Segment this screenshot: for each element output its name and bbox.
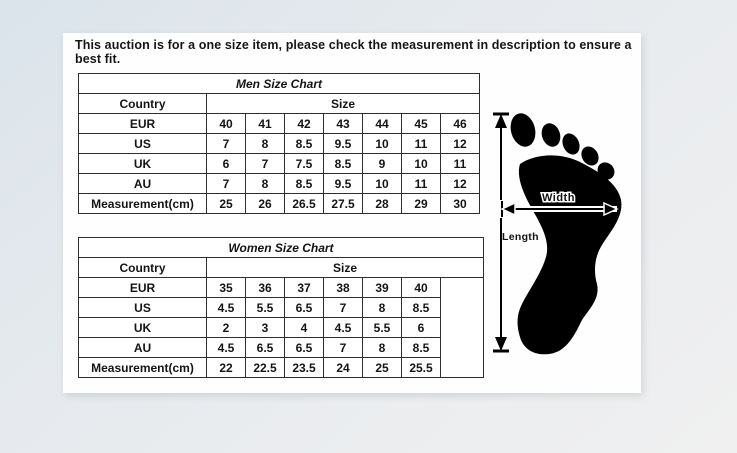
table-row	[79, 318, 484, 338]
table-cell: 9.5	[324, 134, 363, 154]
row-label: EUR	[79, 278, 207, 298]
table-title-row	[79, 238, 484, 258]
table-cell: 26	[246, 194, 285, 214]
table-row	[79, 174, 480, 194]
table-row	[79, 114, 480, 134]
table-row	[79, 134, 480, 154]
table-cell: 26.5	[285, 194, 324, 214]
table-cell: 3	[246, 318, 285, 338]
table-cell: 5.5	[246, 298, 285, 318]
table-cell: 42	[285, 114, 324, 134]
row-label: Measurement(cm)	[79, 358, 207, 378]
table-cell: 39	[363, 278, 402, 298]
table-row	[79, 298, 484, 318]
table-cell: 8	[363, 298, 402, 318]
table-cell: 6.5	[285, 338, 324, 358]
row-label: US	[79, 298, 207, 318]
table-row	[79, 338, 484, 358]
table-cell: 27.5	[324, 194, 363, 214]
table-row	[79, 194, 480, 214]
table-cell: 7	[246, 154, 285, 174]
table-row	[79, 278, 484, 298]
empty-cell	[441, 278, 484, 378]
table-cell: 41	[246, 114, 285, 134]
table-cell: 29	[402, 194, 441, 214]
table-cell: 8.5	[285, 174, 324, 194]
table-cell: 8.5	[402, 338, 441, 358]
row-label: UK	[79, 318, 207, 338]
table-cell: 25.5	[402, 358, 441, 378]
table-cell: 40	[402, 278, 441, 298]
table-cell: 10	[363, 134, 402, 154]
table-cell: 7	[207, 134, 246, 154]
table-cell: 23.5	[285, 358, 324, 378]
table-cell: 8	[246, 174, 285, 194]
table-cell: 10	[402, 154, 441, 174]
table-header-row	[79, 258, 484, 278]
table-header-row	[79, 94, 480, 114]
foot-measurement-diagram	[487, 102, 649, 374]
table-cell: 46	[441, 114, 480, 134]
table-cell: 8.5	[324, 154, 363, 174]
table-cell: 4.5	[207, 338, 246, 358]
auction-notice-text: This auction is for a one size item, please check the measurement in description to ensure a best fit.	[75, 38, 632, 66]
table-cell: 35	[207, 278, 246, 298]
table-title-row	[79, 74, 480, 94]
table-cell: 40	[207, 114, 246, 134]
men-size-chart-table	[78, 73, 480, 214]
table-cell: 24	[324, 358, 363, 378]
table-cell: 25	[363, 358, 402, 378]
width-label: Width	[542, 192, 575, 204]
table-cell: 9.5	[324, 174, 363, 194]
table-cell: 12	[441, 174, 480, 194]
table-cell: 7	[324, 338, 363, 358]
men-chart-title: Men Size Chart	[79, 74, 480, 94]
table-cell: 6.5	[246, 338, 285, 358]
listing-image-panel	[63, 33, 641, 393]
table-cell: 25	[207, 194, 246, 214]
table-cell: 6	[207, 154, 246, 174]
table-cell: 37	[285, 278, 324, 298]
length-label: Length	[502, 231, 539, 243]
table-cell: 5.5	[363, 318, 402, 338]
table-cell: 11	[441, 154, 480, 174]
table-cell: 2	[207, 318, 246, 338]
table-cell: 8.5	[402, 298, 441, 318]
table-cell: 12	[441, 134, 480, 154]
table-cell: 30	[441, 194, 480, 214]
table-cell: 8	[246, 134, 285, 154]
table-cell: 4.5	[207, 298, 246, 318]
table-cell: 43	[324, 114, 363, 134]
table-cell: 45	[402, 114, 441, 134]
table-cell: 22.5	[246, 358, 285, 378]
table-cell: 7	[207, 174, 246, 194]
row-label: AU	[79, 174, 207, 194]
table-cell: 10	[363, 174, 402, 194]
table-cell: 11	[402, 174, 441, 194]
table-cell: 28	[363, 194, 402, 214]
country-header-cell: Country	[79, 94, 207, 114]
country-header-cell: Country	[79, 258, 207, 278]
row-label: UK	[79, 154, 207, 174]
table-cell: 6.5	[285, 298, 324, 318]
row-label: US	[79, 134, 207, 154]
table-cell: 7.5	[285, 154, 324, 174]
table-cell: 9	[363, 154, 402, 174]
table-cell: 22	[207, 358, 246, 378]
table-cell: 11	[402, 134, 441, 154]
row-label: Measurement(cm)	[79, 194, 207, 214]
size-header-cell: Size	[207, 94, 480, 114]
table-row	[79, 358, 484, 378]
table-cell: 36	[246, 278, 285, 298]
table-cell: 6	[402, 318, 441, 338]
women-size-chart-table	[78, 237, 484, 378]
table-cell: 4.5	[324, 318, 363, 338]
size-header-cell: Size	[207, 258, 484, 278]
table-cell: 8.5	[285, 134, 324, 154]
table-cell: 44	[363, 114, 402, 134]
row-label: EUR	[79, 114, 207, 134]
table-cell: 38	[324, 278, 363, 298]
footprint-icon	[487, 102, 649, 374]
table-cell: 7	[324, 298, 363, 318]
row-label: AU	[79, 338, 207, 358]
table-row	[79, 154, 480, 174]
table-cell: 4	[285, 318, 324, 338]
women-chart-title: Women Size Chart	[79, 238, 484, 258]
table-cell: 8	[363, 338, 402, 358]
